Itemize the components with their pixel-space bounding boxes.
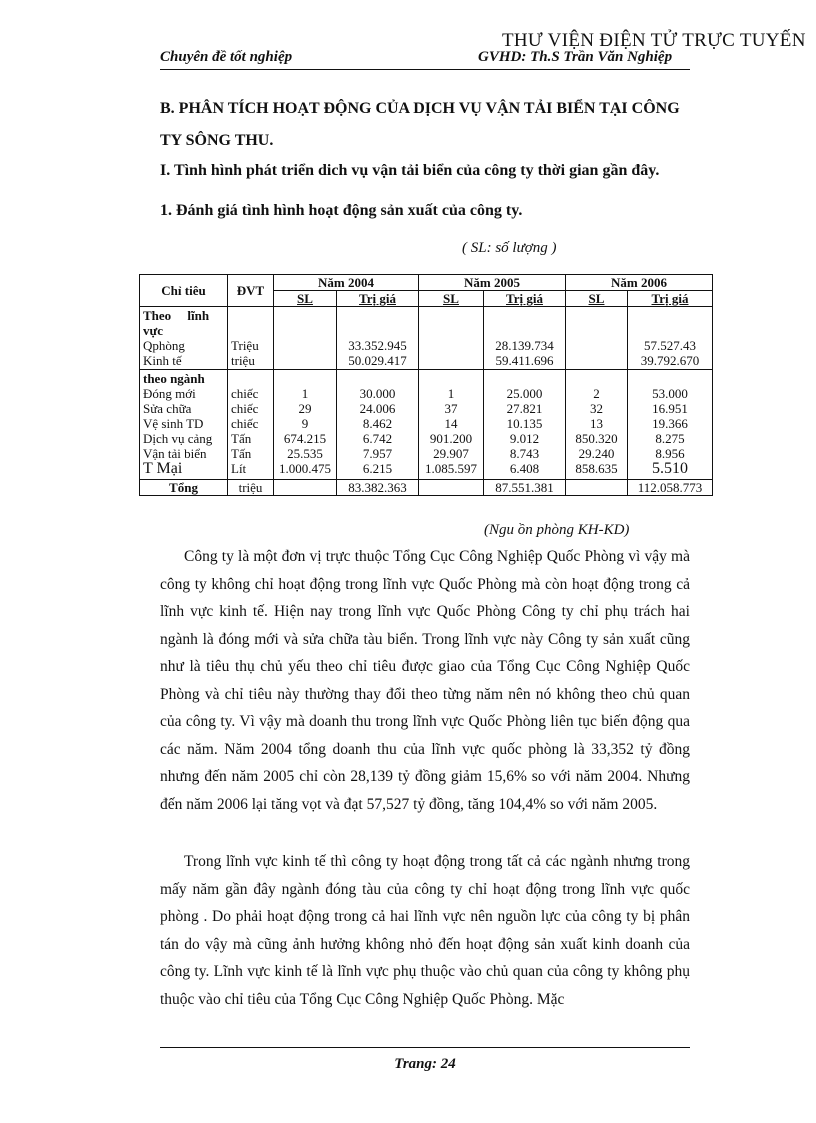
table-total-row bbox=[140, 480, 713, 496]
cell-value: 674.215 bbox=[283, 431, 327, 446]
group-title: vực bbox=[143, 323, 164, 338]
header-chitieu: Chỉ tiêu bbox=[140, 275, 228, 307]
header-left: Chuyên đề tốt nghiệp bbox=[160, 49, 293, 65]
cell-value: 901.200 bbox=[429, 431, 473, 446]
source-note: (Ngu ồn phòng KH-KD) bbox=[484, 522, 630, 538]
cell-value: 16.951 bbox=[652, 401, 688, 416]
subheader-sl: SL bbox=[566, 291, 628, 307]
cell-value: 6.408 bbox=[509, 461, 540, 476]
footer-rule bbox=[160, 1047, 690, 1048]
header-year-2006: Năm 2006 bbox=[566, 275, 713, 291]
cell-value: 2 bbox=[593, 386, 600, 401]
cell-value: 29.907 bbox=[433, 446, 469, 461]
cell-value: 1 bbox=[447, 386, 455, 401]
total-label: Tổng bbox=[140, 480, 228, 496]
cell-value: 5.510 bbox=[652, 460, 688, 477]
production-table bbox=[139, 274, 713, 496]
subheader-trigia: Trị giá bbox=[484, 291, 566, 307]
cell-value: 25.000 bbox=[506, 386, 543, 401]
cell-value: 53.000 bbox=[652, 386, 688, 401]
section-i-heading: I. Tình hình phát triển dich vụ vận tải biển của công ty thời gian gần đây. bbox=[160, 162, 660, 179]
cell-value: 25.535 bbox=[287, 446, 323, 461]
cell-value: 28.139.734 bbox=[495, 338, 554, 353]
group-title: Theo lĩnh bbox=[143, 308, 210, 323]
total-value: 83.382.363 bbox=[337, 480, 419, 496]
subheader-trigia: Trị giá bbox=[628, 291, 713, 307]
cell-value: 59.411.696 bbox=[495, 353, 554, 368]
row-name: Vận tải biển bbox=[143, 446, 207, 461]
row-unit: Tấn bbox=[231, 446, 252, 461]
row-name: Vệ sinh TD bbox=[143, 416, 204, 431]
cell-value: 14 bbox=[444, 416, 458, 431]
cell-value: 9 bbox=[301, 416, 309, 431]
header-rule bbox=[160, 69, 690, 70]
total-value: 87.551.381 bbox=[484, 480, 566, 496]
row-unit: Tấn bbox=[231, 431, 252, 446]
table-group-linhvuc bbox=[140, 307, 713, 370]
row-name: Sửa chữa bbox=[143, 401, 192, 416]
cell-value: 9.012 bbox=[509, 431, 540, 446]
paragraph-text: Công ty là một đơn vị trực thuộc Tổng Cục Công Nghiệp Quốc Phòng vì vậy mà công ty không chỉ hoạt động trong lĩnh vực Quốc Phòng mà còn hoạt động trong cả lĩnh vực kinh tế. Hiện nay trong lĩnh vực Quốc Phòng Công ty chỉ phụ trách hai ngành là đóng mới và sửa chữa tàu biển. Trong lĩnh vực này Công ty sản xuất cũng như là tiêu thụ chủ yếu theo chỉ tiêu được giao của Tổng Cục Công Nghiệp Quốc Phòng và chỉ tiêu này thường thay đổi theo từng năm nên nó không theo chủ quan của công ty. Vì vậy mà doanh thu trong lĩnh vực Quốc Phòng liên tục biến động qua các năm. Năm 2004 tổng doanh thu của lĩnh vực quốc phòng là 33,352 tỷ đồng nhưng đến năm 2005 chỉ còn 28,139 tỷ đồng giảm 15,6% so với năm 2004. Nhưng đến năm 2006 lại tăng vọt và đạt 57,527 tỷ đồng, tăng 104,4% so với năm 2005. bbox=[160, 548, 690, 813]
cell-value: 29 bbox=[298, 401, 312, 416]
body-paragraph bbox=[160, 848, 690, 1013]
table-note: ( SL: số lượng ) bbox=[462, 240, 557, 256]
cell-value: 1 bbox=[301, 386, 309, 401]
cell-value: 33.352.945 bbox=[348, 338, 407, 353]
cell-value: 24.006 bbox=[359, 401, 396, 416]
cell-value: 8.275 bbox=[655, 431, 685, 446]
page-number: Trang: 24 bbox=[394, 1056, 456, 1072]
total-unit: triệu bbox=[228, 480, 274, 496]
total-value: 112.058.773 bbox=[628, 480, 713, 496]
cell-value: 30.000 bbox=[359, 386, 396, 401]
body-paragraph bbox=[160, 543, 690, 818]
cell-value: 850.320 bbox=[575, 431, 618, 446]
cell-value: 19.366 bbox=[652, 416, 688, 431]
cell-value: 39.792.670 bbox=[640, 353, 700, 368]
subheader-trigia: Trị giá bbox=[337, 291, 419, 307]
header-dvt: ĐVT bbox=[228, 275, 274, 307]
subheader-sl: SL bbox=[274, 291, 337, 307]
row-name: Qphòng bbox=[143, 338, 185, 353]
header-year-2005: Năm 2005 bbox=[419, 275, 566, 291]
cell-value: 7.957 bbox=[362, 446, 393, 461]
table-group-nganh bbox=[140, 370, 713, 480]
row-unit: triệu bbox=[231, 353, 255, 368]
row-unit: chiếc bbox=[231, 386, 259, 401]
header-right: GVHD: Th.S Trần Văn Nghiệp bbox=[478, 49, 673, 65]
row-unit: chiếc bbox=[231, 416, 259, 431]
cell-value: 8.743 bbox=[509, 446, 540, 461]
cell-value: 57.527.43 bbox=[644, 338, 696, 353]
cell-value: 858.635 bbox=[575, 461, 618, 476]
cell-value: 8.956 bbox=[655, 446, 685, 461]
cell-value: 50.029.417 bbox=[348, 353, 407, 368]
cell-value: 1.085.597 bbox=[425, 461, 477, 476]
cell-value: 1.000.475 bbox=[279, 461, 331, 476]
cell-value: 6.742 bbox=[362, 431, 393, 446]
row-unit: Lít bbox=[231, 461, 247, 476]
paragraph-text: Trong lĩnh vực kinh tế thì công ty hoạt động trong tất cả các ngành nhưng trong mấy năm gần đây ngành đóng tàu của công ty chỉ hoạt động trong lĩnh vực quốc phòng . Do phải hoạt động trong cả hai lĩnh vực nên nguồn lực của công ty bị phân tán do vậy mà cũng ảnh hưởng không nhỏ đến hoạt động sản xuất kinh doanh của công ty. Lĩnh vực kinh tế là lĩnh vực phụ thuộc vào chủ quan của công ty không phụ thuộc vào chỉ tiêu của Tổng Cục Công Nghiệp Quốc Phòng. Mặc bbox=[160, 853, 690, 1008]
cell-value: 8.462 bbox=[362, 416, 393, 431]
row-name: Dịch vụ cảng bbox=[143, 431, 213, 446]
header-year-2004: Năm 2004 bbox=[274, 275, 419, 291]
section-b-heading: B. PHÂN TÍCH HOẠT ĐỘNG CỦA DỊCH VỤ VẬN TẢI BIỂN TẠI CÔNG TY SÔNG THU. bbox=[160, 100, 680, 149]
cell-value: 37 bbox=[444, 401, 458, 416]
cell-value: 32 bbox=[590, 401, 603, 416]
row-unit: chiếc bbox=[231, 401, 259, 416]
row-unit: Triệu bbox=[231, 338, 259, 353]
row-name: Kinh tế bbox=[143, 353, 182, 368]
row-name: Đóng mới bbox=[143, 386, 196, 401]
section-1-heading: 1. Đánh giá tình hình hoạt động sản xuất của công ty. bbox=[160, 202, 523, 219]
group-title: theo ngành bbox=[143, 371, 205, 386]
watermark-text: THƯ VIỆN ĐIỆN TỬ TRỰC TUYẾN bbox=[502, 30, 806, 51]
cell-value: 13 bbox=[590, 416, 603, 431]
cell-value: 6.215 bbox=[362, 461, 393, 476]
cell-value: 10.135 bbox=[506, 416, 543, 431]
cell-value: 27.821 bbox=[506, 401, 543, 416]
subheader-sl: SL bbox=[419, 291, 484, 307]
cell-value: 29.240 bbox=[578, 446, 615, 461]
row-name: T Mại bbox=[143, 460, 183, 477]
